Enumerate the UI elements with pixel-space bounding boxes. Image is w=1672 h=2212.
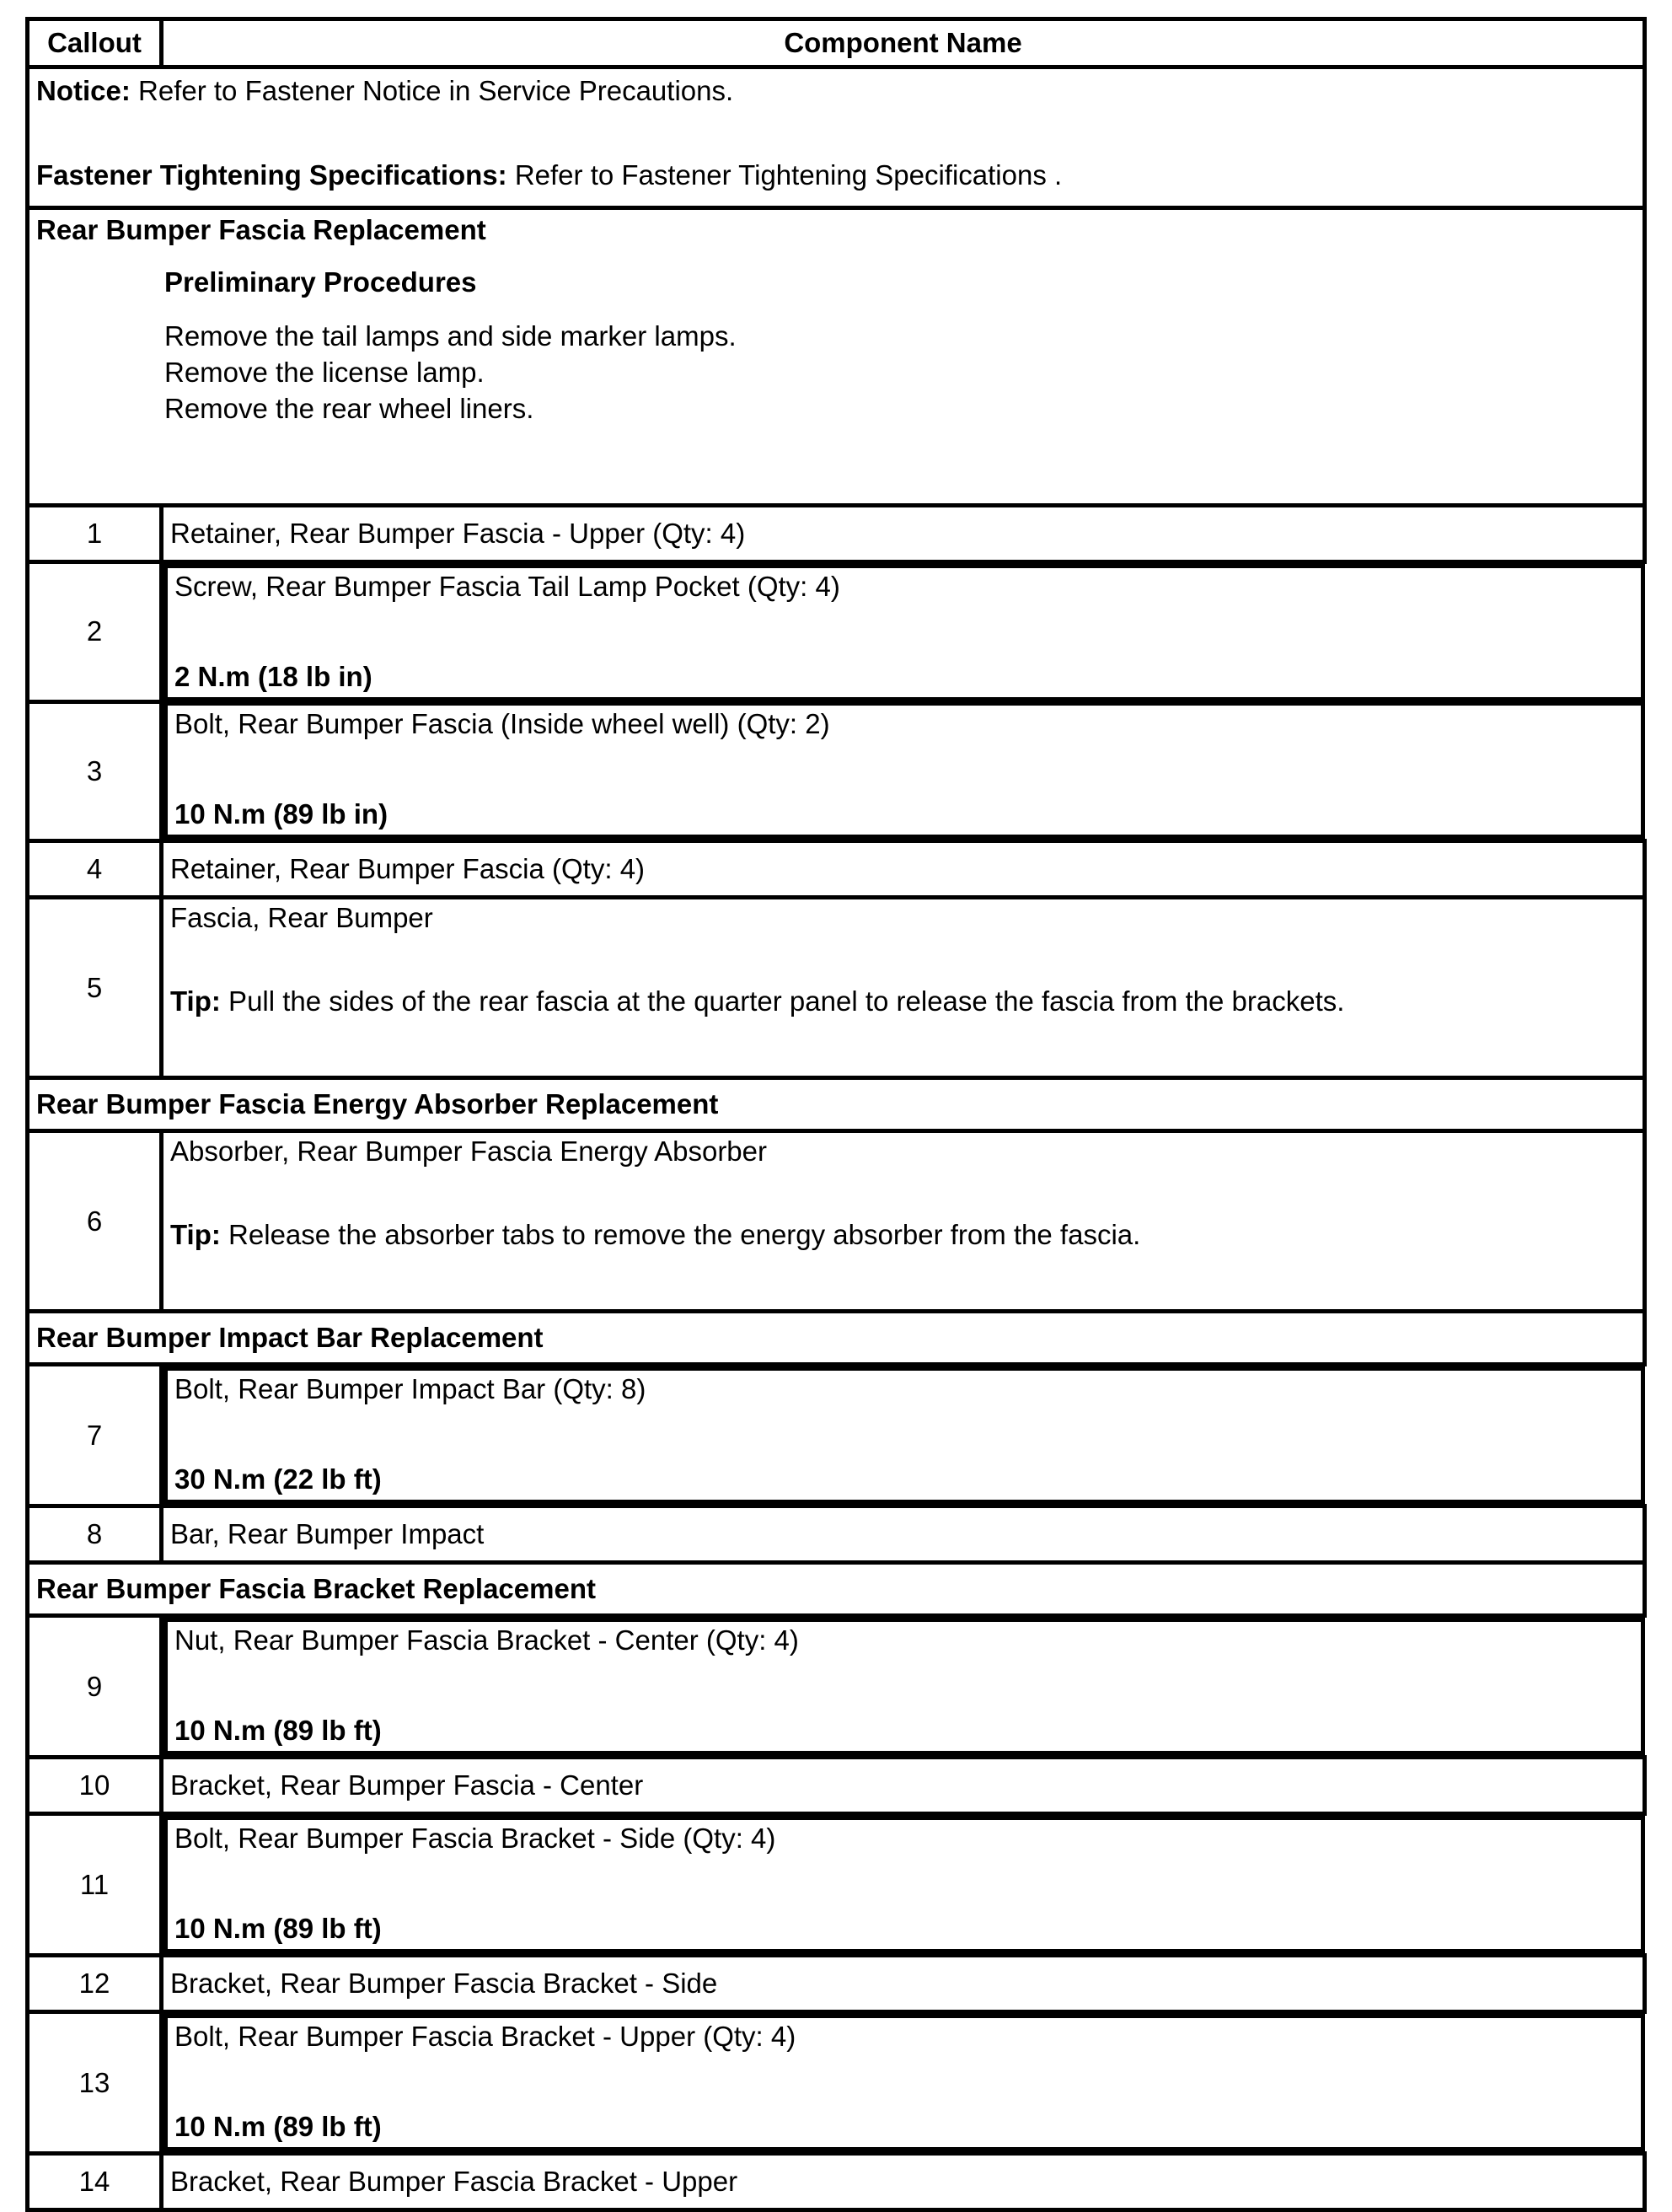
component-name: Bolt, Rear Bumper Fascia (Inside wheel well) (Qty: 2) bbox=[174, 708, 830, 739]
table-header bbox=[28, 19, 1645, 67]
component-cell bbox=[162, 898, 1645, 1078]
step: Remove the license lamp. bbox=[164, 357, 485, 388]
spec-label: Fastener Tightening Specifications: bbox=[36, 159, 507, 191]
component-name: Bracket, Rear Bumper Fascia - Center bbox=[162, 1758, 1645, 1814]
callout-number: 9 bbox=[28, 1616, 162, 1758]
torque-spec: 30 N.m (22 lb ft) bbox=[174, 1463, 382, 1495]
notice-label: Notice: bbox=[36, 75, 131, 106]
callout-number: 11 bbox=[28, 1814, 162, 1956]
callout-number: 5 bbox=[28, 898, 162, 1078]
step: Remove the rear wheel liners. bbox=[164, 393, 534, 424]
callout-number: 12 bbox=[28, 1956, 162, 2012]
table-row bbox=[28, 562, 1645, 702]
preliminary-steps bbox=[164, 318, 1636, 427]
section-row bbox=[28, 208, 1645, 506]
component-cell bbox=[163, 1618, 1645, 1755]
section-title: Rear Bumper Fascia Energy Absorber Replacement bbox=[28, 1078, 1645, 1131]
component-name: Absorber, Rear Bumper Fascia Energy Absorber bbox=[170, 1136, 768, 1167]
component-cell bbox=[163, 564, 1645, 701]
component-name: Bolt, Rear Bumper Fascia Bracket - Upper (Qty: 4) bbox=[174, 2021, 796, 2052]
torque-spec: 10 N.m (89 lb in) bbox=[174, 798, 389, 830]
tip-line bbox=[170, 985, 1636, 1018]
component-name: Nut, Rear Bumper Fascia Bracket - Center (Qty: 4) bbox=[174, 1624, 799, 1656]
callout-number: 1 bbox=[28, 506, 162, 562]
table-row bbox=[28, 841, 1645, 898]
section-title: Rear Bumper Fascia Bracket Replacement bbox=[28, 1563, 1645, 1616]
callout-number: 4 bbox=[28, 841, 162, 898]
notice-cell bbox=[28, 67, 1645, 208]
section-row bbox=[28, 1078, 1645, 1131]
component-cell bbox=[162, 1131, 1645, 1312]
notice-line bbox=[36, 74, 1636, 108]
tip-label: Tip: bbox=[170, 1219, 221, 1250]
torque-spec: 10 N.m (89 lb ft) bbox=[174, 2111, 382, 2142]
torque-spec: 2 N.m (18 lb in) bbox=[174, 661, 372, 692]
table-row bbox=[28, 701, 1645, 841]
spec-line bbox=[36, 158, 1636, 192]
section-title: Rear Bumper Impact Bar Replacement bbox=[28, 1312, 1645, 1365]
table-row bbox=[28, 1365, 1645, 1506]
component-cell bbox=[163, 1366, 1645, 1504]
component-name: Bar, Rear Bumper Impact bbox=[162, 1506, 1645, 1563]
component-name: Retainer, Rear Bumper Fascia - Upper (Qty: 4) bbox=[162, 506, 1645, 562]
table-row bbox=[28, 2012, 1645, 2154]
component-cell bbox=[163, 1816, 1645, 1953]
component-name: Screw, Rear Bumper Fascia Tail Lamp Pocket (Qty: 4) bbox=[174, 571, 840, 602]
table-row bbox=[28, 1506, 1645, 1563]
component-name: Bracket, Rear Bumper Fascia Bracket - Upper bbox=[162, 2154, 1645, 2210]
torque-spec: 10 N.m (89 lb ft) bbox=[174, 1913, 382, 1944]
callout-number: 10 bbox=[28, 1758, 162, 1814]
table-row bbox=[28, 1616, 1645, 1758]
table-row bbox=[28, 1956, 1645, 2012]
notice-text: Refer to Fastener Notice in Service Precautions. bbox=[130, 75, 734, 106]
callout-number: 7 bbox=[28, 1365, 162, 1506]
component-name: Retainer, Rear Bumper Fascia (Qty: 4) bbox=[162, 841, 1645, 898]
component-name: Bolt, Rear Bumper Fascia Bracket - Side (Qty: 4) bbox=[174, 1823, 776, 1854]
component-table bbox=[25, 17, 1647, 2212]
section-fascia-replacement bbox=[28, 208, 1645, 506]
table-row bbox=[28, 506, 1645, 562]
table-row bbox=[28, 1131, 1645, 1312]
callout-number: 2 bbox=[28, 562, 162, 702]
component-cell bbox=[163, 2014, 1645, 2151]
callout-number: 8 bbox=[28, 1506, 162, 1563]
tip-line bbox=[170, 1218, 1636, 1252]
step: Remove the tail lamps and side marker lamps. bbox=[164, 320, 737, 352]
callout-number: 13 bbox=[28, 2012, 162, 2154]
component-name: Fascia, Rear Bumper bbox=[170, 902, 433, 933]
tip-text: Release the absorber tabs to remove the energy absorber from the fascia. bbox=[220, 1219, 1141, 1250]
table-row bbox=[28, 1758, 1645, 1814]
table-row bbox=[28, 898, 1645, 1078]
spec-text: Refer to Fastener Tightening Specifications . bbox=[506, 159, 1063, 191]
table-row bbox=[28, 1814, 1645, 1956]
notice-row bbox=[28, 67, 1645, 208]
callout-number: 14 bbox=[28, 2154, 162, 2210]
component-name-header: Component Name bbox=[162, 19, 1645, 67]
component-name: Bolt, Rear Bumper Impact Bar (Qty: 8) bbox=[174, 1373, 646, 1404]
component-cell bbox=[163, 701, 1645, 839]
callout-header: Callout bbox=[28, 19, 162, 67]
callout-number: 3 bbox=[28, 701, 162, 841]
section-title: Rear Bumper Fascia Replacement bbox=[36, 214, 486, 245]
preliminary-title: Preliminary Procedures bbox=[164, 266, 477, 298]
tip-label: Tip: bbox=[170, 985, 221, 1017]
callout-number: 6 bbox=[28, 1131, 162, 1312]
torque-spec: 10 N.m (89 lb ft) bbox=[174, 1715, 382, 1746]
section-row bbox=[28, 1312, 1645, 1365]
section-row bbox=[28, 1563, 1645, 1616]
table-row bbox=[28, 2154, 1645, 2210]
component-name: Bracket, Rear Bumper Fascia Bracket - Side bbox=[162, 1956, 1645, 2012]
tip-text: Pull the sides of the rear fascia at the quarter panel to release the fascia from the brackets. bbox=[220, 985, 1345, 1017]
